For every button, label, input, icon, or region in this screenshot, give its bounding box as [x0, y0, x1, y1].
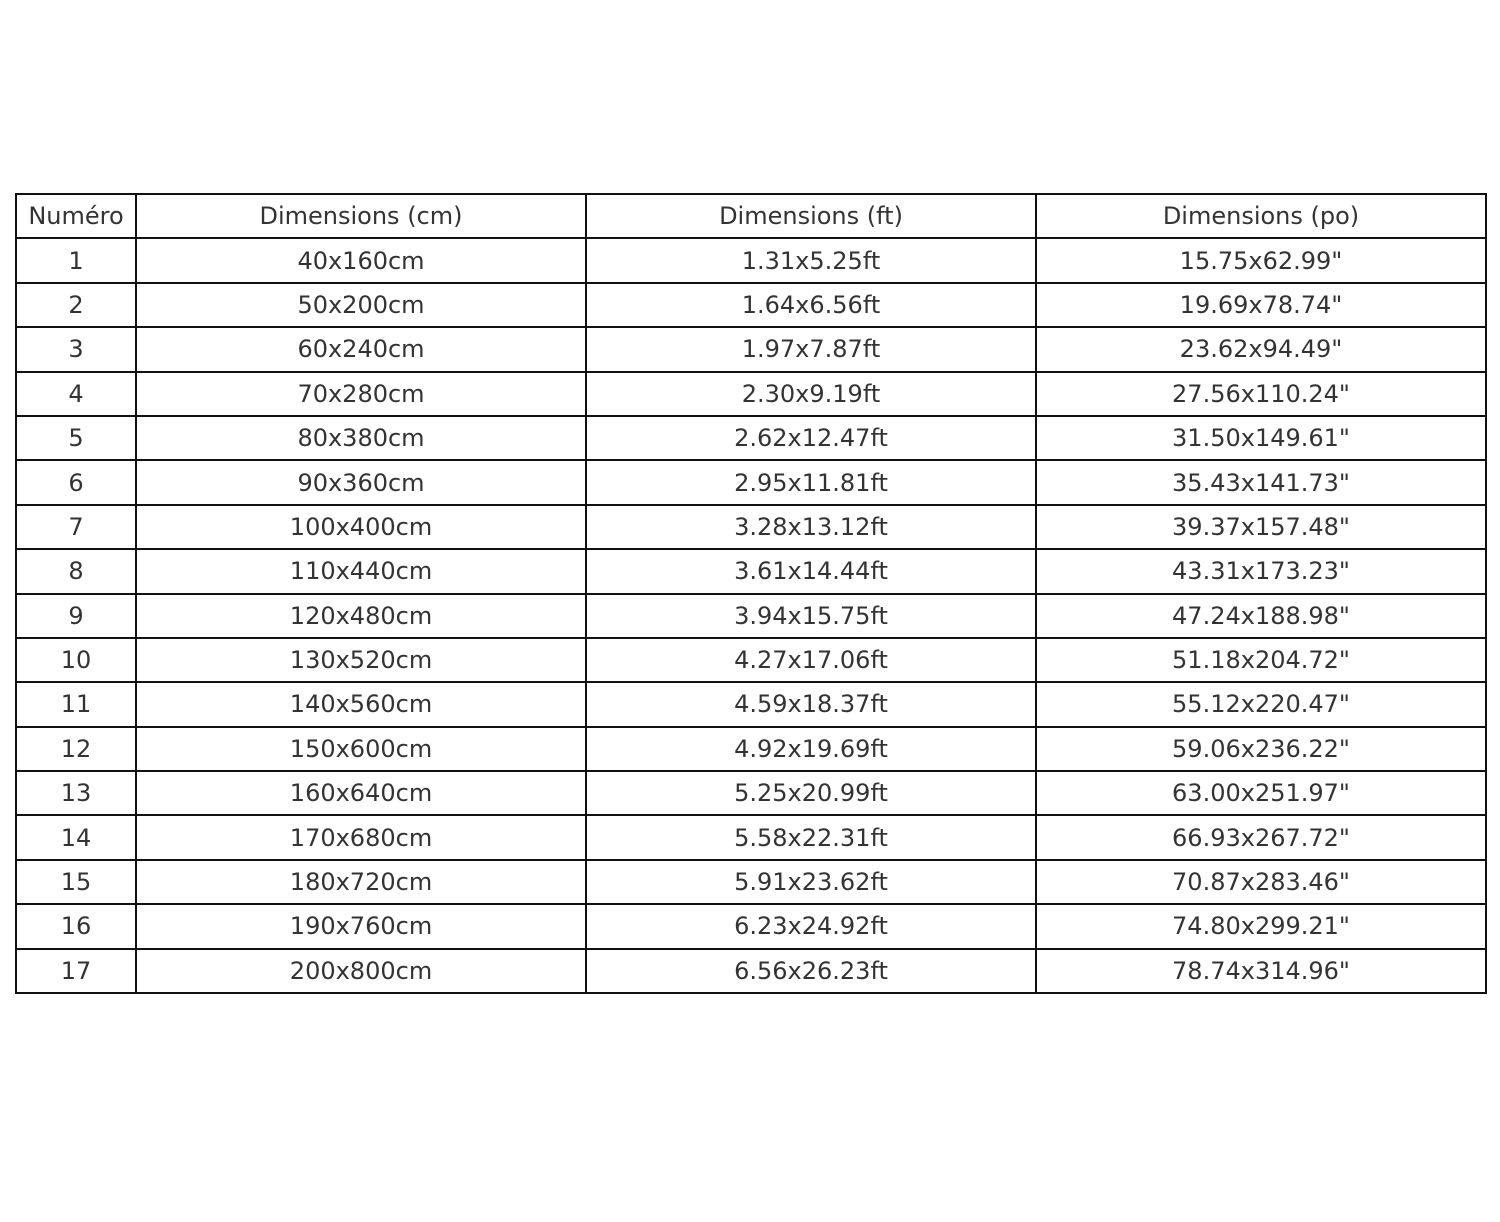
cell-dimensions-po: 51.18x204.72" [1036, 638, 1486, 682]
cell-numero: 3 [16, 327, 136, 371]
cell-numero: 10 [16, 638, 136, 682]
cell-dimensions-ft: 3.94x15.75ft [586, 594, 1036, 638]
cell-dimensions-po: 19.69x78.74" [1036, 283, 1486, 327]
table-row [16, 549, 1486, 593]
cell-dimensions-po: 63.00x251.97" [1036, 771, 1486, 815]
cell-dimensions-ft: 1.64x6.56ft [586, 283, 1036, 327]
cell-dimensions-cm: 90x360cm [136, 460, 586, 504]
cell-dimensions-po: 70.87x283.46" [1036, 860, 1486, 904]
table-row [16, 327, 1486, 371]
cell-dimensions-ft: 1.31x5.25ft [586, 238, 1036, 282]
cell-dimensions-ft: 4.27x17.06ft [586, 638, 1036, 682]
cell-dimensions-cm: 70x280cm [136, 372, 586, 416]
cell-numero: 8 [16, 549, 136, 593]
cell-dimensions-ft: 5.25x20.99ft [586, 771, 1036, 815]
cell-dimensions-ft: 4.59x18.37ft [586, 682, 1036, 726]
cell-dimensions-cm: 80x380cm [136, 416, 586, 460]
cell-dimensions-po: 55.12x220.47" [1036, 682, 1486, 726]
cell-dimensions-ft: 5.58x22.31ft [586, 815, 1036, 859]
table-row [16, 682, 1486, 726]
cell-numero: 6 [16, 460, 136, 504]
header-dimensions-po: Dimensions (po) [1036, 194, 1486, 238]
cell-numero: 9 [16, 594, 136, 638]
table-body [16, 238, 1486, 993]
table-row [16, 815, 1486, 859]
cell-numero: 1 [16, 238, 136, 282]
cell-dimensions-po: 15.75x62.99" [1036, 238, 1486, 282]
cell-dimensions-po: 47.24x188.98" [1036, 594, 1486, 638]
table-row [16, 904, 1486, 948]
cell-dimensions-ft: 2.62x12.47ft [586, 416, 1036, 460]
header-numero: Numéro [16, 194, 136, 238]
table-row [16, 238, 1486, 282]
cell-dimensions-po: 23.62x94.49" [1036, 327, 1486, 371]
cell-dimensions-cm: 200x800cm [136, 949, 586, 993]
cell-dimensions-cm: 190x760cm [136, 904, 586, 948]
cell-dimensions-cm: 160x640cm [136, 771, 586, 815]
cell-numero: 4 [16, 372, 136, 416]
header-dimensions-cm: Dimensions (cm) [136, 194, 586, 238]
cell-numero: 12 [16, 727, 136, 771]
cell-dimensions-cm: 50x200cm [136, 283, 586, 327]
cell-dimensions-ft: 6.23x24.92ft [586, 904, 1036, 948]
cell-dimensions-cm: 170x680cm [136, 815, 586, 859]
cell-numero: 14 [16, 815, 136, 859]
cell-numero: 2 [16, 283, 136, 327]
cell-dimensions-cm: 110x440cm [136, 549, 586, 593]
cell-dimensions-cm: 180x720cm [136, 860, 586, 904]
cell-dimensions-ft: 3.61x14.44ft [586, 549, 1036, 593]
cell-dimensions-ft: 4.92x19.69ft [586, 727, 1036, 771]
cell-dimensions-po: 27.56x110.24" [1036, 372, 1486, 416]
cell-dimensions-cm: 130x520cm [136, 638, 586, 682]
cell-dimensions-cm: 120x480cm [136, 594, 586, 638]
cell-dimensions-cm: 140x560cm [136, 682, 586, 726]
cell-dimensions-po: 31.50x149.61" [1036, 416, 1486, 460]
cell-dimensions-po: 35.43x141.73" [1036, 460, 1486, 504]
cell-dimensions-cm: 100x400cm [136, 505, 586, 549]
table-row [16, 727, 1486, 771]
cell-dimensions-cm: 60x240cm [136, 327, 586, 371]
table-row [16, 416, 1486, 460]
cell-dimensions-po: 43.31x173.23" [1036, 549, 1486, 593]
cell-numero: 11 [16, 682, 136, 726]
cell-numero: 16 [16, 904, 136, 948]
cell-dimensions-po: 78.74x314.96" [1036, 949, 1486, 993]
table-row [16, 594, 1486, 638]
cell-dimensions-cm: 150x600cm [136, 727, 586, 771]
table-row [16, 460, 1486, 504]
cell-dimensions-ft: 2.95x11.81ft [586, 460, 1036, 504]
cell-dimensions-ft: 5.91x23.62ft [586, 860, 1036, 904]
cell-numero: 7 [16, 505, 136, 549]
cell-numero: 13 [16, 771, 136, 815]
header-dimensions-ft: Dimensions (ft) [586, 194, 1036, 238]
cell-dimensions-ft: 2.30x9.19ft [586, 372, 1036, 416]
table-row [16, 638, 1486, 682]
cell-dimensions-po: 39.37x157.48" [1036, 505, 1486, 549]
table-header-row [16, 194, 1486, 238]
cell-dimensions-po: 59.06x236.22" [1036, 727, 1486, 771]
table-row [16, 505, 1486, 549]
size-conversion-table [15, 193, 1487, 994]
cell-dimensions-ft: 3.28x13.12ft [586, 505, 1036, 549]
table-row [16, 860, 1486, 904]
table-row [16, 283, 1486, 327]
cell-dimensions-po: 74.80x299.21" [1036, 904, 1486, 948]
table-row [16, 372, 1486, 416]
cell-numero: 17 [16, 949, 136, 993]
cell-numero: 5 [16, 416, 136, 460]
table-row [16, 949, 1486, 993]
cell-dimensions-ft: 6.56x26.23ft [586, 949, 1036, 993]
cell-dimensions-po: 66.93x267.72" [1036, 815, 1486, 859]
cell-dimensions-cm: 40x160cm [136, 238, 586, 282]
cell-numero: 15 [16, 860, 136, 904]
cell-dimensions-ft: 1.97x7.87ft [586, 327, 1036, 371]
table-row [16, 771, 1486, 815]
